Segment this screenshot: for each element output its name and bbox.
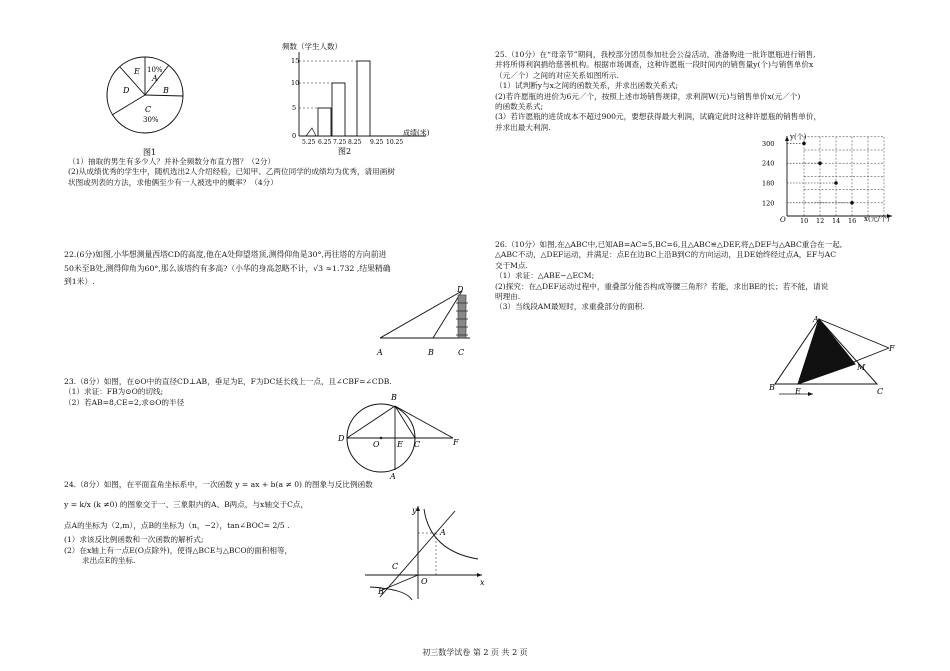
chart-ytick-label: 180 (762, 179, 775, 188)
graph-label-c: C (392, 562, 399, 571)
graph-label-y: y (412, 506, 417, 515)
question-26-line-1: 26.（10分）如图,在△ABC中,已知AB=AC=5,BC=6,且△ABC≌△DEF,将△DEF与△ABC重合在一起, (495, 240, 843, 249)
pie-chart-figure (100, 55, 190, 160)
question-24-line-1: 24.（8分）如图，在平面直角坐标系中，一次函数 y = ax + b(a ≠ 0) 的图象与反比例函数 (64, 480, 373, 489)
tower-label-d: D (457, 285, 464, 294)
circle-label-d: D (338, 434, 345, 443)
pie-label-a: A (152, 74, 158, 83)
question-21-line-1: （1）抽取的男生有多少人？并补全频数分布直方图？（2分） (68, 157, 276, 166)
pie-label-30pct: 30% (143, 116, 159, 124)
chart-xlabel: x(元/个) (864, 215, 890, 223)
circle-label-a: A (390, 472, 396, 481)
tower-label-a: A (377, 348, 383, 357)
triangle-label-c: C (877, 387, 884, 396)
histogram-bar-3 (332, 83, 345, 136)
histogram-ytick-5: 5 (292, 104, 297, 112)
question-26-line-7: （3）当线段AM最短时，求重叠部分的面积. (495, 302, 645, 312)
triangle-label-a: A (813, 315, 819, 324)
question-22-line-3: 到1米）. (64, 277, 95, 286)
figure2-caption: 图2 (338, 147, 352, 156)
chart-ytick-label: 240 (762, 159, 775, 168)
question-25-line-8: 并求出最大利润. (495, 122, 551, 132)
question-26 (495, 240, 920, 313)
triangle-label-b: B (769, 383, 775, 392)
question-26-line-5: (2)探究：在△DEF运动过程中，重叠部分能否构成等腰三角形？若能，求出BE的长；若不能，请说 (495, 281, 829, 291)
graph-label-a: A (440, 528, 446, 537)
histogram-bar-2 (318, 108, 331, 136)
circle-label-b: B (391, 393, 397, 402)
histogram-xtick-6: 10.25 (386, 139, 404, 146)
histogram-xtick-3: 7.25 (333, 139, 347, 146)
graph-label-o: O (421, 577, 428, 586)
sales-scatter-chart (760, 130, 900, 225)
chart-ylabel: y(个) (790, 133, 807, 141)
question-26-line-6: 明理由. (495, 292, 521, 302)
question-24-line-6: 求出点E的坐标. (82, 556, 136, 566)
question-25-line-4: （1）试判断y与x之间的函数关系，并求出函数关系式; (495, 81, 679, 91)
pie-label-b: B (163, 86, 169, 95)
histogram-xlabel: 成绩(米) (403, 129, 430, 137)
question-25 (495, 50, 915, 133)
chart-point (818, 161, 822, 165)
histogram-ytick-15: 15 (291, 57, 300, 65)
question-23-line-3: （2）若AB=8,CE=2,求⊙O的半径 (64, 397, 185, 407)
page-footer: 初三数学试卷 第 2 页 共 2 页 (422, 648, 528, 657)
question-25-line-7: (3）若许愿瓶的进货成本不超过900元，要想获得最大利润，试确定此时这种许愿瓶的销售单价， (495, 112, 822, 122)
question-24-line-4: (1）求该反比例函数和一次函数的解析式; (64, 535, 204, 545)
circle-figure (335, 386, 465, 481)
question-22-line-1: 22.(6分)如图,小华想测量西塔CD的高度,他在A处仰望塔顶,测得仰角是30°,再往塔的方向前进 (64, 250, 387, 259)
triangle-label-e: E (795, 387, 801, 396)
question-24-line-2: y = k/x (k ≠0) 的图象交于一、三象限内的A、B两点，与x轴交于C点， (64, 500, 309, 510)
question-21-line-3: 状图或列表的方法，求他俩至少有一人被选中的概率？（4分） (68, 177, 278, 187)
circle-label-c: C (414, 440, 421, 449)
question-25-line-6: 的函数关系式; (495, 102, 544, 112)
question-24-line-5: (2）在x轴上有一点E(O点除外)，使得△BCE与△BCO的面积相等， (64, 545, 293, 555)
graph-label-b: B (378, 587, 384, 596)
chart-origin: O (780, 216, 786, 224)
chart-ytick-label: 120 (762, 199, 775, 208)
pie-label-10pct: 10% (147, 66, 163, 74)
question-26-line-2: △ABC不动，△DEF运动，并满足：点E在边BC上沿B到C的方向运动，且DE始终经过点A，EF与AC (495, 250, 837, 260)
pie-label-e: E (134, 67, 140, 76)
chart-ytick-label: 300 (762, 139, 775, 148)
chart-xtick-label: 16 (848, 217, 857, 225)
histogram-xtick-4: 8.25 (348, 139, 362, 146)
tower-label-c: C (458, 348, 465, 357)
tower-figure (370, 283, 480, 363)
question-25-line-2: 并将所得利润捐给慈善机构。根据市场调查，这种许愿瓶一段时间内的销售量y(个)与销售单价x (495, 60, 814, 70)
figure1-caption: 图1 (143, 148, 157, 157)
histogram-figure (278, 40, 448, 158)
tower-label-b: B (428, 348, 434, 357)
histogram-xtick-2: 6.25 (318, 139, 332, 146)
question-25-line-5: (2)若许愿瓶的进价为6元／个，按照上述市场销售规律，求利润W(元)与销售单价x(元／个) (495, 91, 801, 101)
chart-xtick-label: 12 (816, 217, 825, 225)
histogram-xtick-5: 9.25 (370, 139, 384, 146)
question-23-line-1: 23.（8分）如图，在⊙O中的直径CD⊥AB，垂足为E，F为DC延长线上一点，且∠CBF=∠CDB. (64, 377, 392, 386)
histogram-ytick-10: 10 (291, 79, 300, 87)
question-21-subparts (68, 157, 478, 188)
histogram-ytick-0: 0 (292, 132, 297, 140)
circle-label-e: E (397, 440, 403, 449)
triangle-label-f: F (889, 344, 895, 353)
function-graph-figure (360, 503, 490, 603)
histogram-xtick-1: 5.25 (302, 139, 316, 146)
triangle-label-m: M (857, 363, 866, 372)
circle-label-o: O (373, 440, 380, 449)
histogram-bar-5 (357, 61, 370, 136)
chart-xtick-label: 14 (832, 217, 841, 225)
histogram-ylabel: 频数（学生人数） (282, 42, 342, 51)
question-25-line-3: （元／个）之间的对应关系如图所示. (495, 70, 619, 80)
graph-label-x: x (480, 578, 485, 587)
question-24-line-3: 点A的坐标为（2,m），点B的坐标为（n，−2），tan∠BOC= 2/5 . (64, 520, 290, 530)
circle-label-f: F (453, 438, 459, 447)
chart-xtick-label: 10 (800, 217, 809, 225)
question-26-line-3: 交于M点. (495, 260, 528, 270)
triangle-figure (765, 308, 905, 403)
pie-label-c: C (145, 105, 152, 114)
question-26-line-4: （1）求证：△ABE∽△ECM; (495, 271, 595, 281)
question-21-line-2: (2)从成绩优秀的学生中，随机选出2人介绍经验，已知甲、乙两位同学的成绩均为优秀，请用画树 (68, 167, 395, 177)
question-25-line-1: 25.（10分）在“母亲节”期间，我校部分团员参加社会公益活动，准备购进一批许愿瓶进行销售, (495, 50, 816, 59)
pie-label-d: D (123, 86, 130, 95)
question-23-line-2: （1）求证：FB为⊙O的切线; (64, 387, 164, 397)
question-22-line-2: 50米至B处,测得仰角为60°,那么该塔约有多高?（小华的身高忽略不计，√3 ≈1.732 ,结果精确 (64, 263, 391, 273)
